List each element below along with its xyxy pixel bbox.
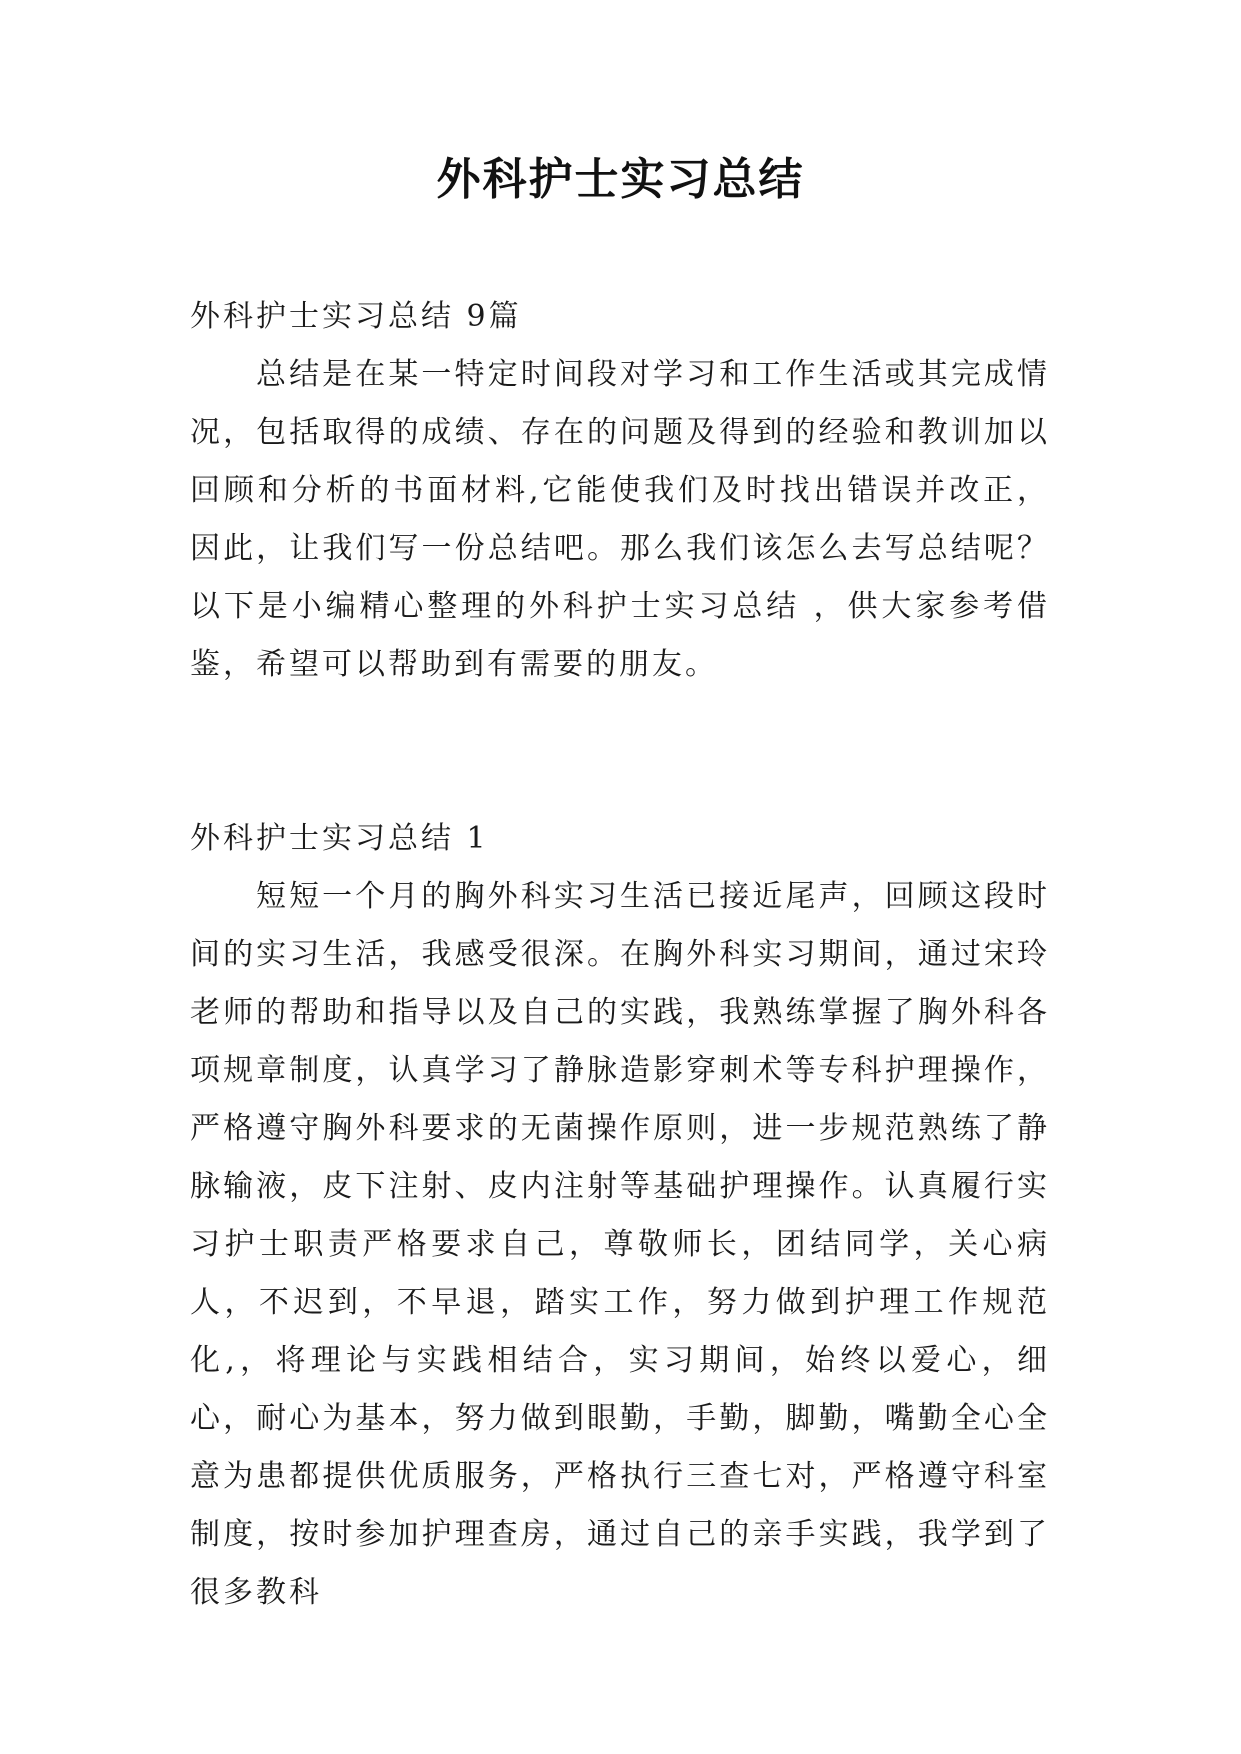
section1-paragraph: 短短一个月的胸外科实习生活已接近尾声，回顾这段时间的实习生活，我感受很深。在胸外科实习期间，通过宋玲老师的帮助和指导以及自己的实践，我熟练掌握了胸外科各项规章制度，认真学习了静脉造影穿刺术等专科护理操作，严格遵守胸外科要求的无菌操作原则，进一步规范熟练了静脉输液，皮下注射、皮内注射等基础护理操作。认真履行实习护士职责严格要求自己，尊敬师长，团结同学，关心病人，不迟到，不早退，踏实工作，努力做到护理工作规范化,，将理论与实践相结合，实习期间，始终以爱心，细心，耐心为基本，努力做到眼勤，手勤，脚勤，嘴勤全心全意为患都提供优质服务，严格执行三查七对，严格遵守科室制度，按时参加护理查房，通过自己的亲手实践，我学到了很多教科	[190, 879, 1050, 1610]
document-body	[190, 288, 1050, 1622]
section-spacer	[190, 694, 1050, 810]
section1-heading: 外科护士实习总结 1	[190, 821, 489, 856]
document-title: 外科护士实习总结	[436, 154, 805, 205]
intro-paragraph: 总结是在某一特定时间段对学习和工作生活或其完成情况，包括取得的成绩、存在的问题及得到的经验和教训加以回顾和分析的书面材料,它能使我们及时找出错误并改正，因此，让我们写一份总结吧。那么我们该怎么去写总结呢？以下是小编精心整理的外科护士实习总结 ，供大家参考借鉴，希望可以帮助到有需要的朋友。	[190, 357, 1050, 682]
intro-heading: 外科护士实习总结 9篇	[190, 299, 522, 334]
